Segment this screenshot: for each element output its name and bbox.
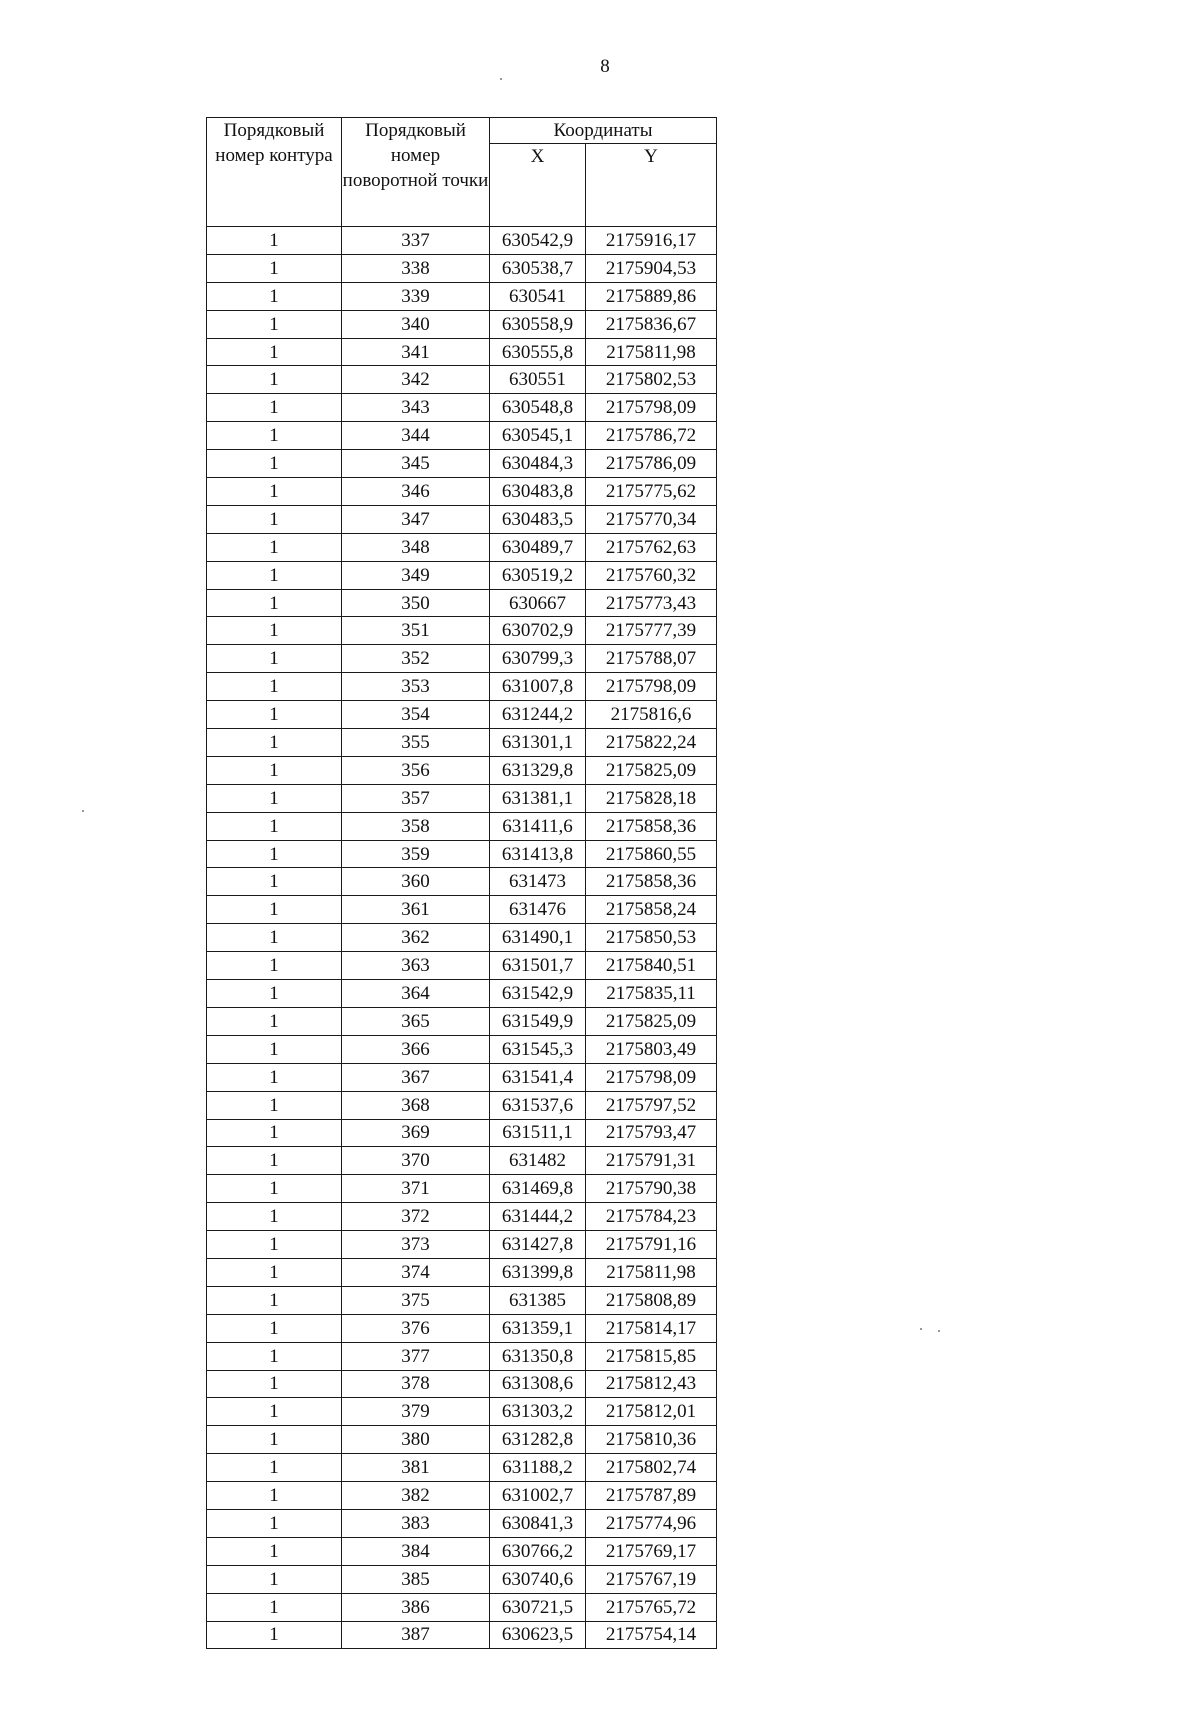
cell-contour: 1 — [207, 561, 342, 589]
table-row — [207, 1091, 717, 1119]
table-row — [207, 1203, 717, 1231]
table-row — [207, 1175, 717, 1203]
cell-y: 2175835,11 — [586, 980, 717, 1008]
cell-contour: 1 — [207, 645, 342, 673]
cell-contour: 1 — [207, 1119, 342, 1147]
cell-x: 631549,9 — [490, 1007, 586, 1035]
table-body — [207, 227, 717, 1649]
cell-point: 346 — [342, 478, 490, 506]
cell-contour: 1 — [207, 784, 342, 812]
cell-x: 631350,8 — [490, 1342, 586, 1370]
cell-point: 384 — [342, 1537, 490, 1565]
table-row — [207, 1593, 717, 1621]
cell-point: 340 — [342, 310, 490, 338]
cell-contour: 1 — [207, 1314, 342, 1342]
cell-y: 2175812,43 — [586, 1370, 717, 1398]
cell-contour: 1 — [207, 1091, 342, 1119]
cell-point: 360 — [342, 868, 490, 896]
cell-y: 2175769,17 — [586, 1537, 717, 1565]
cell-point: 382 — [342, 1482, 490, 1510]
cell-x: 630542,9 — [490, 227, 586, 255]
table-header — [207, 118, 717, 227]
cell-y: 2175811,98 — [586, 1258, 717, 1286]
cell-point: 374 — [342, 1258, 490, 1286]
cell-point: 387 — [342, 1621, 490, 1649]
cell-contour: 1 — [207, 422, 342, 450]
cell-point: 373 — [342, 1231, 490, 1259]
cell-point: 356 — [342, 756, 490, 784]
cell-contour: 1 — [207, 1454, 342, 1482]
cell-x: 630623,5 — [490, 1621, 586, 1649]
cell-y: 2175754,14 — [586, 1621, 717, 1649]
table-row — [207, 1454, 717, 1482]
cell-point: 338 — [342, 254, 490, 282]
cell-point: 368 — [342, 1091, 490, 1119]
cell-y: 2175784,23 — [586, 1203, 717, 1231]
header-coordinates: Координаты — [490, 118, 717, 144]
cell-point: 353 — [342, 673, 490, 701]
cell-point: 352 — [342, 645, 490, 673]
cell-point: 370 — [342, 1147, 490, 1175]
header-x: X — [490, 144, 586, 227]
cell-contour: 1 — [207, 282, 342, 310]
cell-y: 2175858,36 — [586, 812, 717, 840]
cell-y: 2175850,53 — [586, 924, 717, 952]
cell-point: 358 — [342, 812, 490, 840]
cell-contour: 1 — [207, 1007, 342, 1035]
cell-y: 2175786,72 — [586, 422, 717, 450]
cell-x: 631511,1 — [490, 1119, 586, 1147]
cell-x: 630484,3 — [490, 450, 586, 478]
cell-contour: 1 — [207, 1482, 342, 1510]
cell-point: 376 — [342, 1314, 490, 1342]
cell-contour: 1 — [207, 1203, 342, 1231]
cell-y: 2175816,6 — [586, 701, 717, 729]
cell-contour: 1 — [207, 756, 342, 784]
cell-x: 630721,5 — [490, 1593, 586, 1621]
table-row — [207, 1007, 717, 1035]
cell-x: 631473 — [490, 868, 586, 896]
cell-point: 371 — [342, 1175, 490, 1203]
cell-y: 2175889,86 — [586, 282, 717, 310]
scan-speck — [82, 810, 84, 812]
cell-x: 631244,2 — [490, 701, 586, 729]
cell-point: 351 — [342, 617, 490, 645]
cell-point: 369 — [342, 1119, 490, 1147]
cell-contour: 1 — [207, 952, 342, 980]
cell-point: 365 — [342, 1007, 490, 1035]
cell-contour: 1 — [207, 338, 342, 366]
cell-contour: 1 — [207, 1342, 342, 1370]
table-row — [207, 896, 717, 924]
table-row — [207, 533, 717, 561]
table-row — [207, 1119, 717, 1147]
header-contour-number: Порядковый номер контура — [207, 118, 342, 227]
cell-y: 2175814,17 — [586, 1314, 717, 1342]
cell-x: 631501,7 — [490, 952, 586, 980]
cell-x: 630841,3 — [490, 1509, 586, 1537]
cell-point: 357 — [342, 784, 490, 812]
cell-x: 631308,6 — [490, 1370, 586, 1398]
cell-x: 630548,8 — [490, 394, 586, 422]
cell-contour: 1 — [207, 1565, 342, 1593]
table-row — [207, 617, 717, 645]
table-row — [207, 394, 717, 422]
cell-y: 2175916,17 — [586, 227, 717, 255]
page-number: 8 — [600, 56, 610, 77]
table-row — [207, 1398, 717, 1426]
cell-y: 2175775,62 — [586, 478, 717, 506]
cell-point: 367 — [342, 1063, 490, 1091]
cell-x: 631411,6 — [490, 812, 586, 840]
cell-y: 2175765,72 — [586, 1593, 717, 1621]
cell-y: 2175791,31 — [586, 1147, 717, 1175]
cell-y: 2175822,24 — [586, 729, 717, 757]
table-row — [207, 1426, 717, 1454]
cell-x: 631007,8 — [490, 673, 586, 701]
cell-x: 631541,4 — [490, 1063, 586, 1091]
table-row — [207, 840, 717, 868]
cell-point: 359 — [342, 840, 490, 868]
table-row — [207, 1482, 717, 1510]
table-row — [207, 282, 717, 310]
table-row — [207, 784, 717, 812]
cell-point: 347 — [342, 505, 490, 533]
cell-y: 2175762,63 — [586, 533, 717, 561]
cell-contour: 1 — [207, 701, 342, 729]
cell-contour: 1 — [207, 1537, 342, 1565]
table-row — [207, 1509, 717, 1537]
cell-y: 2175825,09 — [586, 1007, 717, 1035]
cell-x: 630667 — [490, 589, 586, 617]
scan-speck — [938, 1330, 940, 1332]
cell-y: 2175798,09 — [586, 394, 717, 422]
cell-x: 631329,8 — [490, 756, 586, 784]
cell-point: 350 — [342, 589, 490, 617]
cell-y: 2175836,67 — [586, 310, 717, 338]
header-point-number: Порядковый номер поворотной точки — [342, 118, 490, 227]
table-row — [207, 1342, 717, 1370]
cell-y: 2175802,53 — [586, 366, 717, 394]
cell-contour: 1 — [207, 366, 342, 394]
table-row — [207, 1314, 717, 1342]
cell-x: 631188,2 — [490, 1454, 586, 1482]
cell-y: 2175798,09 — [586, 673, 717, 701]
cell-contour: 1 — [207, 450, 342, 478]
table-row — [207, 756, 717, 784]
scan-speck — [920, 1328, 922, 1330]
cell-x: 631444,2 — [490, 1203, 586, 1231]
cell-y: 2175788,07 — [586, 645, 717, 673]
cell-point: 362 — [342, 924, 490, 952]
table-row — [207, 1063, 717, 1091]
cell-y: 2175787,89 — [586, 1482, 717, 1510]
cell-x: 631359,1 — [490, 1314, 586, 1342]
cell-point: 379 — [342, 1398, 490, 1426]
cell-x: 630519,2 — [490, 561, 586, 589]
cell-y: 2175802,74 — [586, 1454, 717, 1482]
cell-contour: 1 — [207, 1398, 342, 1426]
cell-y: 2175797,52 — [586, 1091, 717, 1119]
cell-x: 630555,8 — [490, 338, 586, 366]
cell-point: 349 — [342, 561, 490, 589]
cell-point: 385 — [342, 1565, 490, 1593]
cell-x: 631537,6 — [490, 1091, 586, 1119]
cell-point: 380 — [342, 1426, 490, 1454]
cell-y: 2175790,38 — [586, 1175, 717, 1203]
table-row — [207, 1147, 717, 1175]
cell-contour: 1 — [207, 812, 342, 840]
table-row — [207, 589, 717, 617]
cell-point: 364 — [342, 980, 490, 1008]
cell-contour: 1 — [207, 1258, 342, 1286]
cell-y: 2175767,19 — [586, 1565, 717, 1593]
cell-contour: 1 — [207, 924, 342, 952]
cell-contour: 1 — [207, 1035, 342, 1063]
cell-contour: 1 — [207, 1509, 342, 1537]
cell-point: 386 — [342, 1593, 490, 1621]
cell-y: 2175828,18 — [586, 784, 717, 812]
cell-x: 631545,3 — [490, 1035, 586, 1063]
cell-y: 2175858,24 — [586, 896, 717, 924]
table-row — [207, 505, 717, 533]
cell-x: 631427,8 — [490, 1231, 586, 1259]
table-row — [207, 924, 717, 952]
table-row — [207, 1035, 717, 1063]
table-row — [207, 1621, 717, 1649]
table-row — [207, 366, 717, 394]
cell-x: 631476 — [490, 896, 586, 924]
cell-y: 2175815,85 — [586, 1342, 717, 1370]
cell-contour: 1 — [207, 1426, 342, 1454]
cell-contour: 1 — [207, 254, 342, 282]
cell-x: 631301,1 — [490, 729, 586, 757]
cell-y: 2175803,49 — [586, 1035, 717, 1063]
table-row — [207, 980, 717, 1008]
cell-y: 2175791,16 — [586, 1231, 717, 1259]
cell-point: 348 — [342, 533, 490, 561]
cell-x: 630799,3 — [490, 645, 586, 673]
cell-point: 363 — [342, 952, 490, 980]
table-row — [207, 1370, 717, 1398]
cell-point: 339 — [342, 282, 490, 310]
cell-point: 342 — [342, 366, 490, 394]
cell-contour: 1 — [207, 1063, 342, 1091]
cell-y: 2175812,01 — [586, 1398, 717, 1426]
cell-y: 2175777,39 — [586, 617, 717, 645]
cell-x: 630558,9 — [490, 310, 586, 338]
cell-contour: 1 — [207, 310, 342, 338]
cell-contour: 1 — [207, 617, 342, 645]
table-row — [207, 645, 717, 673]
cell-contour: 1 — [207, 673, 342, 701]
table-row — [207, 1231, 717, 1259]
table-row — [207, 478, 717, 506]
cell-point: 343 — [342, 394, 490, 422]
cell-contour: 1 — [207, 478, 342, 506]
cell-x: 630483,5 — [490, 505, 586, 533]
table-row — [207, 1537, 717, 1565]
cell-contour: 1 — [207, 729, 342, 757]
cell-contour: 1 — [207, 1593, 342, 1621]
cell-contour: 1 — [207, 980, 342, 1008]
cell-y: 2175904,53 — [586, 254, 717, 282]
cell-point: 344 — [342, 422, 490, 450]
cell-x: 631482 — [490, 1147, 586, 1175]
cell-point: 381 — [342, 1454, 490, 1482]
cell-y: 2175858,36 — [586, 868, 717, 896]
table-row — [207, 561, 717, 589]
cell-contour: 1 — [207, 1147, 342, 1175]
cell-x: 631385 — [490, 1286, 586, 1314]
cell-x: 631381,1 — [490, 784, 586, 812]
cell-point: 383 — [342, 1509, 490, 1537]
cell-point: 366 — [342, 1035, 490, 1063]
cell-contour: 1 — [207, 589, 342, 617]
header-y: Y — [586, 144, 717, 227]
table-row — [207, 1565, 717, 1593]
cell-contour: 1 — [207, 868, 342, 896]
cell-contour: 1 — [207, 1621, 342, 1649]
table-row — [207, 729, 717, 757]
cell-contour: 1 — [207, 1175, 342, 1203]
cell-point: 377 — [342, 1342, 490, 1370]
cell-x: 631413,8 — [490, 840, 586, 868]
table-row — [207, 254, 717, 282]
cell-x: 630489,7 — [490, 533, 586, 561]
cell-y: 2175798,09 — [586, 1063, 717, 1091]
cell-x: 630483,8 — [490, 478, 586, 506]
cell-x: 631542,9 — [490, 980, 586, 1008]
cell-point: 345 — [342, 450, 490, 478]
cell-y: 2175860,55 — [586, 840, 717, 868]
cell-y: 2175774,96 — [586, 1509, 717, 1537]
cell-contour: 1 — [207, 1286, 342, 1314]
cell-x: 630541 — [490, 282, 586, 310]
table-row — [207, 701, 717, 729]
cell-y: 2175808,89 — [586, 1286, 717, 1314]
table-row — [207, 673, 717, 701]
cell-x: 631399,8 — [490, 1258, 586, 1286]
cell-y: 2175811,98 — [586, 338, 717, 366]
cell-contour: 1 — [207, 840, 342, 868]
cell-x: 630538,7 — [490, 254, 586, 282]
cell-x: 630766,2 — [490, 1537, 586, 1565]
cell-contour: 1 — [207, 505, 342, 533]
cell-contour: 1 — [207, 1231, 342, 1259]
cell-point: 337 — [342, 227, 490, 255]
cell-point: 355 — [342, 729, 490, 757]
cell-point: 354 — [342, 701, 490, 729]
cell-y: 2175825,09 — [586, 756, 717, 784]
table-row — [207, 952, 717, 980]
table-row — [207, 422, 717, 450]
table-row — [207, 338, 717, 366]
cell-point: 341 — [342, 338, 490, 366]
cell-x: 631303,2 — [490, 1398, 586, 1426]
cell-contour: 1 — [207, 533, 342, 561]
cell-x: 630551 — [490, 366, 586, 394]
cell-point: 375 — [342, 1286, 490, 1314]
cell-point: 378 — [342, 1370, 490, 1398]
table-row — [207, 450, 717, 478]
cell-x: 630740,6 — [490, 1565, 586, 1593]
cell-point: 361 — [342, 896, 490, 924]
cell-x: 631469,8 — [490, 1175, 586, 1203]
cell-y: 2175793,47 — [586, 1119, 717, 1147]
cell-y: 2175810,36 — [586, 1426, 717, 1454]
cell-x: 631282,8 — [490, 1426, 586, 1454]
cell-contour: 1 — [207, 227, 342, 255]
cell-contour: 1 — [207, 896, 342, 924]
table-row — [207, 310, 717, 338]
coordinates-table — [206, 117, 717, 1649]
cell-x: 630702,9 — [490, 617, 586, 645]
table-row — [207, 1286, 717, 1314]
cell-y: 2175773,43 — [586, 589, 717, 617]
cell-y: 2175786,09 — [586, 450, 717, 478]
cell-y: 2175770,34 — [586, 505, 717, 533]
cell-point: 372 — [342, 1203, 490, 1231]
cell-x: 631490,1 — [490, 924, 586, 952]
cell-y: 2175760,32 — [586, 561, 717, 589]
cell-contour: 1 — [207, 394, 342, 422]
table-row — [207, 1258, 717, 1286]
cell-y: 2175840,51 — [586, 952, 717, 980]
table-row — [207, 868, 717, 896]
cell-x: 631002,7 — [490, 1482, 586, 1510]
cell-contour: 1 — [207, 1370, 342, 1398]
table-row — [207, 227, 717, 255]
scan-speck — [500, 78, 502, 80]
cell-x: 630545,1 — [490, 422, 586, 450]
table-row — [207, 812, 717, 840]
